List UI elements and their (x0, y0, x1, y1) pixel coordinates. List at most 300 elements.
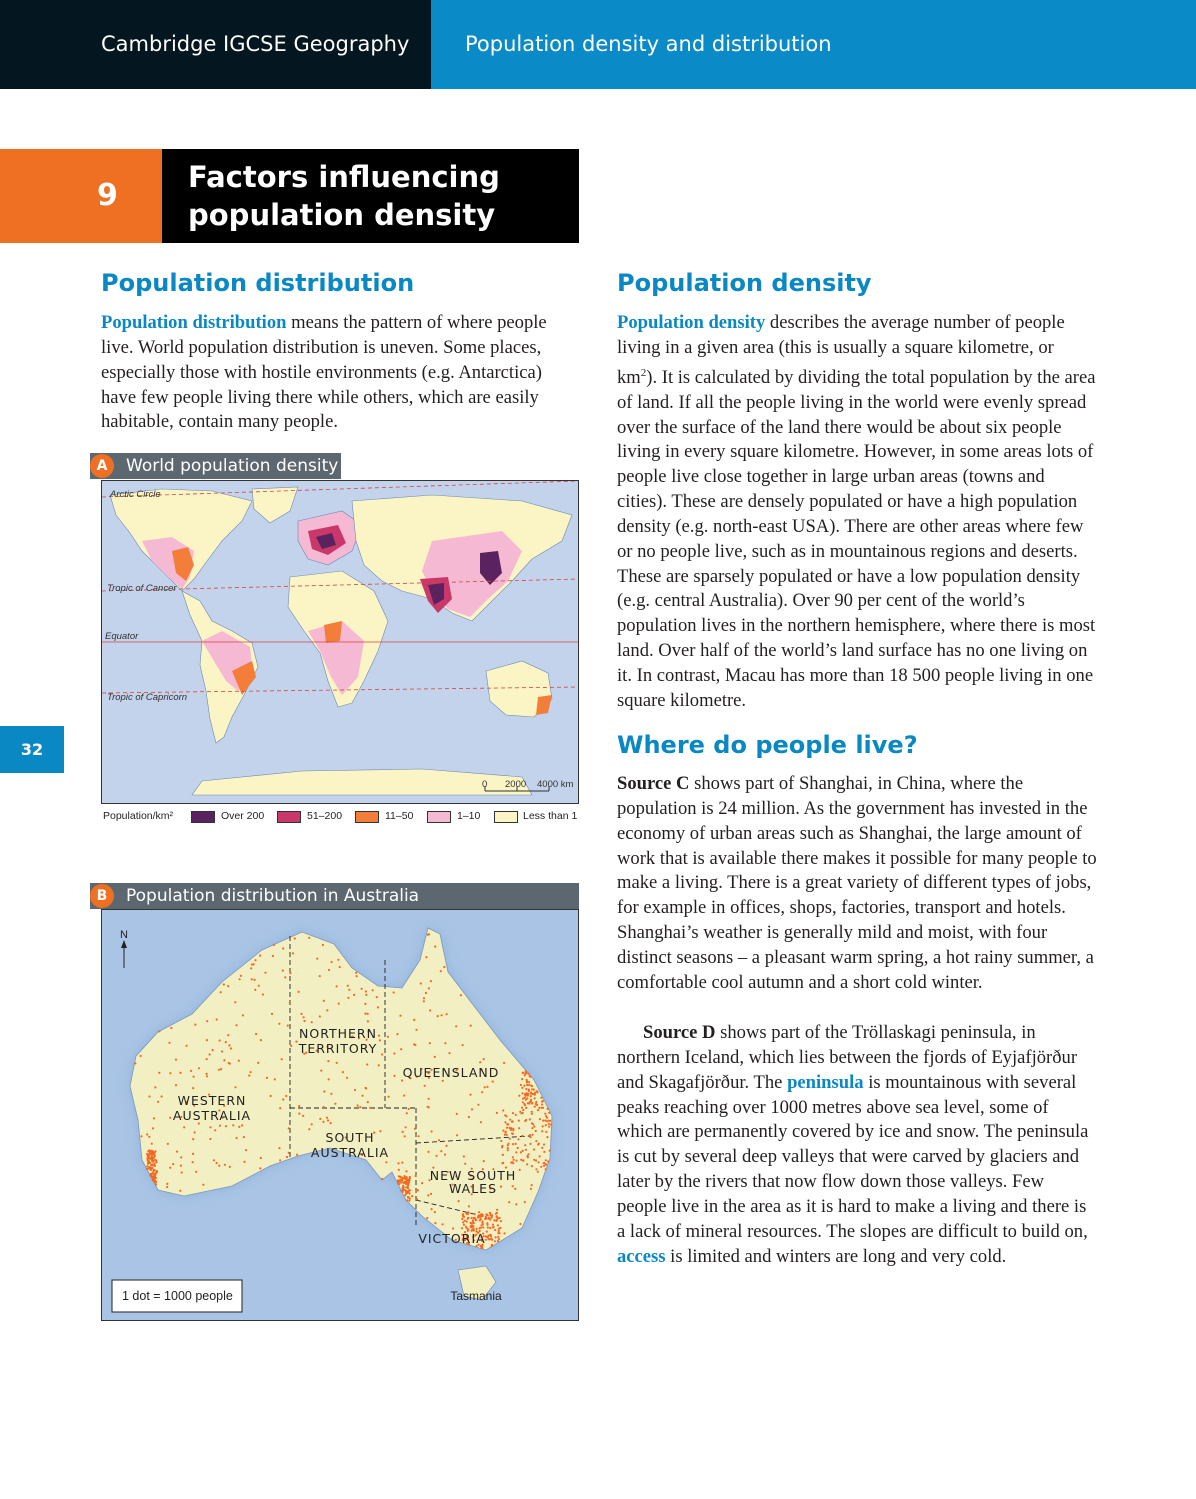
population-dot (521, 1078, 523, 1080)
population-dot (543, 1151, 545, 1153)
figure-a-badge: A (90, 454, 114, 478)
population-dot (166, 1186, 168, 1188)
population-dot (328, 1078, 330, 1080)
population-dot (495, 1213, 497, 1215)
population-dot (294, 937, 296, 939)
heading-where-do-people-live: Where do people live? (617, 731, 918, 759)
population-dot (536, 1091, 538, 1093)
term-peninsula[interactable]: peninsula (787, 1071, 864, 1093)
population-dot (416, 1198, 418, 1200)
population-dot (533, 1126, 535, 1128)
population-dot (400, 1048, 402, 1050)
population-dot (235, 1024, 237, 1026)
population-dot (521, 1107, 523, 1109)
population-dot (140, 1055, 142, 1057)
population-dot (151, 1163, 153, 1165)
population-dot (248, 1075, 250, 1077)
population-dot (525, 1107, 527, 1109)
population-dot (234, 1086, 236, 1088)
population-dot (520, 1151, 522, 1153)
population-dot (473, 1222, 475, 1224)
population-dot (407, 1190, 409, 1192)
population-dot (456, 1134, 458, 1136)
population-dot (399, 1179, 401, 1181)
population-dot (428, 1098, 430, 1100)
population-dot (524, 1201, 526, 1203)
population-dot (153, 1163, 155, 1165)
population-dot (404, 1135, 406, 1137)
population-dot (440, 970, 442, 972)
population-dot (250, 1071, 252, 1073)
population-dot (466, 1221, 468, 1223)
population-dot (397, 1162, 399, 1164)
north-arrow-label: N (120, 929, 128, 941)
population-dot (153, 1117, 155, 1119)
population-dot (271, 1013, 273, 1015)
population-dot (216, 1018, 218, 1020)
population-dot (502, 1130, 504, 1132)
population-dot (531, 1102, 533, 1104)
density-sup: 2 (640, 366, 647, 379)
population-dot (461, 1227, 463, 1229)
population-dot (434, 1056, 436, 1058)
population-dot (393, 1052, 395, 1054)
page-number: 32 (0, 726, 64, 773)
population-dot (452, 1227, 454, 1229)
population-dot (521, 1092, 523, 1094)
population-dot (367, 1020, 369, 1022)
term-population-density[interactable]: Population density (617, 312, 766, 333)
population-dot (431, 1208, 433, 1210)
population-dot (218, 1165, 220, 1167)
legend-swatch-less-than-1 (494, 811, 518, 823)
population-dot (236, 1137, 238, 1139)
population-dot (513, 1159, 515, 1161)
population-dot (469, 1222, 471, 1224)
population-dot (148, 1136, 150, 1138)
population-dot (535, 1101, 537, 1103)
population-dot (542, 1100, 544, 1102)
population-dot (376, 996, 378, 998)
population-dot (158, 1030, 160, 1032)
population-dot (455, 1025, 457, 1027)
population-dot (542, 1120, 544, 1122)
population-dot (411, 1195, 413, 1197)
population-dot (529, 1101, 531, 1103)
population-dot (195, 1171, 197, 1173)
population-dot (149, 1153, 151, 1155)
population-dot (476, 1228, 478, 1230)
legend-title: Population/km² (103, 810, 174, 822)
density-text-a: describes the average number of people living in a given area (this is usually a square kilometre, or km (617, 312, 1065, 388)
population-dot (308, 1128, 310, 1130)
population-dot (241, 1124, 243, 1126)
population-dot (518, 1120, 520, 1122)
population-dot (485, 1217, 487, 1219)
population-dot (242, 1014, 244, 1016)
population-dot (441, 1014, 443, 1016)
population-dot (413, 1019, 415, 1021)
population-dot (527, 1102, 529, 1104)
population-dot (506, 1127, 508, 1129)
population-dot (514, 1188, 516, 1190)
population-dot (326, 1009, 328, 1011)
population-dot (270, 1095, 272, 1097)
population-dot (456, 1113, 458, 1115)
population-dot (502, 1109, 504, 1111)
population-dot (229, 1166, 231, 1168)
population-dot (523, 1103, 525, 1105)
population-dot (158, 1072, 160, 1074)
population-dot (415, 1029, 417, 1031)
population-dot (407, 1187, 409, 1189)
population-dot (462, 1214, 464, 1216)
population-dot (531, 1113, 533, 1115)
population-dot (480, 1247, 482, 1249)
population-dot (493, 1226, 495, 1228)
population-dot (243, 1161, 245, 1163)
population-dot (506, 1123, 508, 1125)
population-dot (531, 1165, 533, 1167)
population-dot (272, 955, 274, 957)
population-dot (500, 1186, 502, 1188)
population-dot (161, 1095, 163, 1097)
population-dot (367, 1101, 369, 1103)
population-dot (519, 1169, 521, 1171)
population-dot (442, 1223, 444, 1225)
population-dot (151, 1143, 153, 1145)
population-dot (403, 1181, 405, 1183)
population-dot (538, 1143, 540, 1145)
population-dot (464, 1220, 466, 1222)
population-dot (496, 1112, 498, 1114)
population-dot (287, 1025, 289, 1027)
population-dot (266, 1077, 268, 1079)
population-dot (355, 972, 357, 974)
population-dot (166, 1183, 168, 1185)
population-dot (518, 1095, 520, 1097)
population-dot (531, 1111, 533, 1113)
source-c-ref: Source C (617, 773, 690, 794)
population-dot (153, 1180, 155, 1182)
distribution-text: means the pattern of where people live. World population distribution is uneven. Some places, especially those with hostile environments (e.g. Antarctica) have few people living there while others, which are easily habitable, contain many people. (101, 312, 547, 433)
population-dot (497, 1224, 499, 1226)
population-dot (540, 1166, 542, 1168)
population-dot (415, 1190, 417, 1192)
population-dot (524, 1074, 526, 1076)
population-dot (504, 1121, 506, 1123)
where-text-2a: shows part of the Tröllaskagi peninsula, in northern Iceland, which lies between the fjords of Eyjafjörður and Skagafjörður. The (617, 1022, 1078, 1093)
population-dot (209, 1138, 211, 1140)
population-dot (175, 1084, 177, 1086)
population-dot (405, 1178, 407, 1180)
population-dot (545, 1159, 547, 1161)
population-dot (541, 1147, 543, 1149)
population-dot (213, 1159, 215, 1161)
population-dot (434, 946, 436, 948)
population-dot (443, 966, 445, 968)
population-dot (148, 1095, 150, 1097)
population-dot (219, 1039, 221, 1041)
term-population-distribution[interactable]: Population distribution (101, 312, 287, 333)
australia-map-svg (102, 910, 578, 1320)
population-dot (525, 1070, 527, 1072)
where-text-2b: is mountainous with several peaks reaching over 1000 metres above sea level, some of which are permanently covered by ice and snow. The peninsula is cut by several deep valleys that were carved by glaciers and later by the rivers that now flow down those valleys. Few people live in the area as it is hard to make a living and there is a lack of mineral resources. The slopes are difficult to build on, (617, 1071, 1089, 1242)
population-dot (497, 1217, 499, 1219)
population-dot (505, 1131, 507, 1133)
population-dot (406, 1199, 408, 1201)
population-dot (327, 1060, 329, 1062)
population-dot (146, 1133, 148, 1135)
population-dot (239, 978, 241, 980)
population-dot (505, 1115, 507, 1117)
population-dot (202, 1184, 204, 1186)
population-dot (549, 1150, 551, 1152)
population-dot (512, 1129, 514, 1131)
population-dot (523, 1085, 525, 1087)
population-dot (393, 1075, 395, 1077)
world-map (101, 480, 579, 804)
population-dot (279, 1159, 281, 1161)
population-dot (498, 1238, 500, 1240)
population-dot (365, 994, 367, 996)
population-dot (531, 1122, 533, 1124)
population-dot (548, 1120, 550, 1122)
population-dot (542, 1125, 544, 1127)
population-dot (538, 1107, 540, 1109)
population-dot (543, 1162, 545, 1164)
population-dot (402, 1185, 404, 1187)
population-dot (497, 1232, 499, 1234)
population-dot (430, 980, 432, 982)
population-dot (274, 1078, 276, 1080)
population-dot (512, 1143, 514, 1145)
population-dot (251, 978, 253, 980)
population-dot (480, 1227, 482, 1229)
population-dot (545, 1168, 547, 1170)
population-dot (472, 1225, 474, 1227)
legend-label-over-200: Over 200 (221, 810, 265, 822)
population-dot (234, 1001, 236, 1003)
population-dot (292, 952, 294, 954)
population-dot (303, 1016, 305, 1018)
population-dot (286, 1156, 288, 1158)
population-dot (530, 1095, 532, 1097)
population-dot (365, 1087, 367, 1089)
population-dot (510, 1162, 512, 1164)
population-dot (491, 1245, 493, 1247)
population-dot (146, 1157, 148, 1159)
population-dot (238, 1060, 240, 1062)
population-dot (535, 1168, 537, 1170)
population-dot (522, 1109, 524, 1111)
population-dot (290, 1045, 292, 1047)
population-dot (406, 1112, 408, 1114)
world-map-legend (101, 809, 579, 827)
population-dot (533, 1148, 535, 1150)
population-dot (176, 1151, 178, 1153)
population-dot (385, 1161, 387, 1163)
population-dot (194, 1024, 196, 1026)
population-dot (372, 989, 374, 991)
population-dot (524, 1094, 526, 1096)
population-dot (193, 1076, 195, 1078)
population-dot (526, 1155, 528, 1157)
population-dot (528, 1081, 530, 1083)
population-dot (156, 1171, 158, 1173)
population-dot (431, 1130, 433, 1132)
population-dot (322, 944, 324, 946)
population-dot (429, 1042, 431, 1044)
population-dot (151, 1155, 153, 1157)
population-dot (273, 944, 275, 946)
population-dot (512, 1156, 514, 1158)
population-dot (503, 1232, 505, 1234)
population-dot (436, 1155, 438, 1157)
population-dot (192, 1138, 194, 1140)
population-dot (535, 1130, 537, 1132)
population-dot (527, 1073, 529, 1075)
population-dot (179, 1072, 181, 1074)
population-dot (497, 1236, 499, 1238)
population-dot (227, 1034, 229, 1036)
population-dot (381, 1178, 383, 1180)
figure-b-title: Population distribution in Australia (90, 883, 579, 909)
population-dot (221, 1050, 223, 1052)
population-dot (219, 1125, 221, 1127)
population-dot (460, 994, 462, 996)
population-dot (409, 1177, 411, 1179)
population-dot (477, 1215, 479, 1217)
population-dot (466, 1227, 468, 1229)
population-dot (282, 947, 284, 949)
population-dot (150, 1173, 152, 1175)
tropic-cancer-label: Tropic of Cancer (107, 583, 177, 594)
population-dot (285, 1095, 287, 1097)
population-dot (548, 1126, 550, 1128)
population-dot (399, 1176, 401, 1178)
figure-a-title: World population density (90, 453, 341, 479)
population-dot (169, 1117, 171, 1119)
unit-title: Factors influencing population density (188, 160, 500, 232)
population-dot (444, 1042, 446, 1044)
population-dot (230, 1047, 232, 1049)
legend-label-less-than-1: Less than 1 (523, 810, 578, 822)
population-dot (511, 1132, 513, 1134)
population-dot (479, 1219, 481, 1221)
population-dot (379, 1130, 381, 1132)
term-access[interactable]: access (617, 1245, 666, 1267)
population-dot (448, 1052, 450, 1054)
population-dot (509, 1119, 511, 1121)
population-dot (472, 1219, 474, 1221)
population-dot (529, 1136, 531, 1138)
population-dot (532, 1134, 534, 1136)
population-dot (428, 1106, 430, 1108)
population-dot (259, 955, 261, 957)
population-dot (361, 988, 363, 990)
population-dot (212, 1049, 214, 1051)
population-dot (534, 1097, 536, 1099)
population-dot (528, 1084, 530, 1086)
population-dot (319, 1118, 321, 1120)
label-nsw-1: NEW SOUTH (429, 1168, 517, 1183)
population-dot (323, 1106, 325, 1108)
population-dot (478, 1211, 480, 1213)
population-dot (253, 963, 255, 965)
population-dot (300, 1013, 302, 1015)
population-dot (462, 1044, 464, 1046)
population-dot (529, 1118, 531, 1120)
population-dot (526, 1163, 528, 1165)
population-dot (192, 1153, 194, 1155)
population-dot (328, 969, 330, 971)
population-dot (405, 1126, 407, 1128)
population-dot (364, 1013, 366, 1015)
population-dot (520, 1159, 522, 1161)
population-dot (175, 1059, 177, 1061)
population-dot (206, 1073, 208, 1075)
legend-label-11-50: 11–50 (385, 810, 414, 822)
population-dot (206, 1058, 208, 1060)
world-map-svg (102, 481, 578, 803)
population-dot (484, 1086, 486, 1088)
population-dot (186, 1045, 188, 1047)
label-nt-2: TERRITORY (298, 1041, 378, 1056)
where-text-2c: is limited and winters are long and very cold. (665, 1245, 1007, 1267)
population-dot (517, 1138, 519, 1140)
population-dot (254, 979, 256, 981)
population-dot (146, 1153, 148, 1155)
population-dot (401, 1162, 403, 1164)
population-dot (311, 1021, 313, 1023)
population-dot (541, 1130, 543, 1132)
legend-label-51-200: 51–200 (307, 810, 343, 822)
population-dot (531, 1127, 533, 1129)
population-dot (473, 1217, 475, 1219)
population-dot (148, 1156, 150, 1158)
population-dot (548, 1112, 550, 1114)
population-dot (525, 1088, 527, 1090)
population-dot (209, 1053, 211, 1055)
label-nsw-2: WALES (448, 1181, 498, 1196)
population-dot (525, 1149, 527, 1151)
population-dot (408, 1200, 410, 1202)
population-dot (398, 1169, 400, 1171)
population-dot (257, 1062, 259, 1064)
book-title: Cambridge IGCSE Geography (101, 32, 410, 56)
population-dot (405, 1170, 407, 1172)
population-dot (425, 956, 427, 958)
population-dot (228, 1044, 230, 1046)
population-dot (402, 1191, 404, 1193)
population-dot (198, 1067, 200, 1069)
population-dot (180, 1165, 182, 1167)
population-dot (515, 1151, 517, 1153)
population-dot (464, 1163, 466, 1165)
population-dot (423, 997, 425, 999)
population-dot (430, 1193, 432, 1195)
population-dot (481, 1091, 483, 1093)
population-dot (477, 1104, 479, 1106)
population-dot (353, 994, 355, 996)
population-dot (434, 1222, 436, 1224)
population-dot (238, 1126, 240, 1128)
population-dot (547, 1160, 549, 1162)
population-dot (298, 991, 300, 993)
population-dot (331, 961, 333, 963)
population-dot (496, 1209, 498, 1211)
